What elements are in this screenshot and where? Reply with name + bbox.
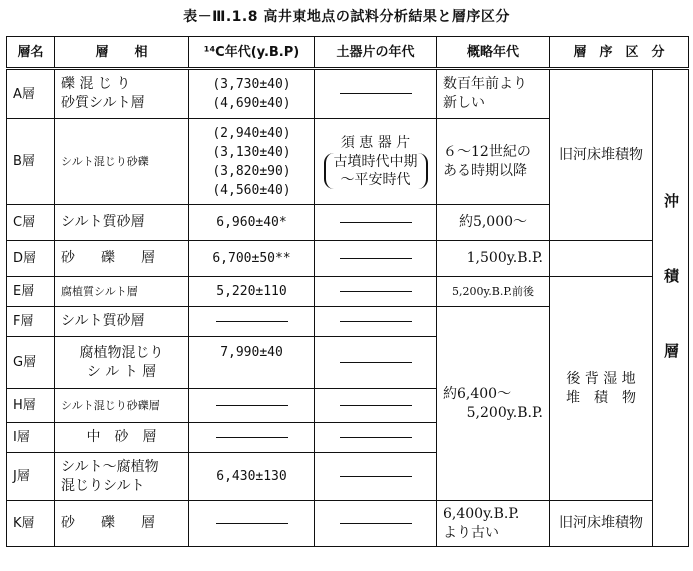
pottery-line: ～平安時代 <box>340 171 411 188</box>
layer-name: E層 <box>7 277 55 307</box>
layer-name: D層 <box>7 241 55 277</box>
c14-age: 7,990±40 <box>189 337 315 389</box>
layer-name: F層 <box>7 307 55 337</box>
pottery-age <box>315 389 437 423</box>
age-line: 数百年前より <box>443 76 527 92</box>
dash-line <box>340 291 412 292</box>
age-line: 6,400y.B.P. <box>443 505 520 522</box>
layer-phase: 砂 礫 層 <box>55 241 189 277</box>
c14-age: 5,220±110 <box>189 277 315 307</box>
approx-age: 約5,000～ <box>437 205 550 241</box>
sequence-line: 堆 積 物 <box>566 389 636 406</box>
c14-value: (2,940±40) <box>212 125 291 141</box>
header-pottery: 土器片の年代 <box>315 37 437 69</box>
layer-name: A層 <box>7 69 55 119</box>
layer-phase: シルト混じり砂礫 <box>55 119 189 205</box>
c14-age <box>189 307 315 337</box>
age-line: ある時期以降 <box>443 162 527 179</box>
layer-phase: 砂 礫 層 <box>55 501 189 547</box>
pottery-age <box>315 277 437 307</box>
pottery-bracket <box>324 153 428 189</box>
phase-line: 礫 混 じ り <box>61 76 131 92</box>
layer-name: B層 <box>7 119 55 205</box>
header-age: 概略年代 <box>437 37 550 69</box>
phase-line: 混じりシルト <box>61 477 145 494</box>
layer-name: I層 <box>7 423 55 453</box>
layer-phase <box>55 69 189 119</box>
sequence-line: 後 背 湿 地 <box>566 370 636 387</box>
table-row <box>7 277 689 307</box>
c14-age <box>189 119 315 205</box>
phase-line: シ ル ト 層 <box>86 363 157 380</box>
table-row <box>7 69 689 119</box>
layer-phase: シルト混じり砂礫層 <box>55 389 189 423</box>
layer-name: J層 <box>7 453 55 501</box>
layer-phase: シルト質砂層 <box>55 205 189 241</box>
layer-phase: 中 砂 層 <box>55 423 189 453</box>
layer-name: H層 <box>7 389 55 423</box>
dash-line <box>216 523 288 524</box>
dash-line <box>340 222 412 223</box>
age-line: 5,200y.B.P. <box>466 404 543 421</box>
layer-phase: シルト質砂層 <box>55 307 189 337</box>
age-line: ６～12世紀の <box>443 143 531 160</box>
age-line: 新しい <box>443 95 485 111</box>
pottery-age <box>315 337 437 389</box>
pottery-age <box>315 453 437 501</box>
sequence-k: 旧河床堆積物 <box>550 501 653 547</box>
dash-line <box>340 93 412 94</box>
layer-phase: 腐植質シルト層 <box>55 277 189 307</box>
pottery-age <box>315 501 437 547</box>
layer-name: G層 <box>7 337 55 389</box>
phase-line: 腐植物混じり <box>79 344 164 361</box>
dash-line <box>340 405 412 406</box>
pottery-age <box>315 423 437 453</box>
layer-name: K層 <box>7 501 55 547</box>
approx-age <box>437 69 550 119</box>
header-layer: 層名 <box>7 37 55 69</box>
c14-value: (3,130±40) <box>212 144 291 160</box>
header-phase: 層 相 <box>55 37 189 69</box>
c14-age <box>189 389 315 423</box>
pottery-line: 古墳時代中期 <box>333 153 418 170</box>
sequence-ac: 旧河床堆積物 <box>550 69 653 241</box>
dash-line <box>340 321 412 322</box>
c14-age <box>189 423 315 453</box>
approx-age: 5,200y.B.P.前後 <box>437 277 550 307</box>
pottery-age <box>315 241 437 277</box>
sequence-ej <box>550 277 653 501</box>
header-c14: ¹⁴C年代(y.B.P) <box>189 37 315 69</box>
pottery-age <box>315 205 437 241</box>
dash-line <box>340 476 412 477</box>
header-row <box>7 37 689 69</box>
c14-value: (4,690±40) <box>212 96 291 111</box>
pottery-line: 須 恵 器 片 <box>340 134 411 151</box>
dash-line <box>340 362 412 363</box>
layer-phase <box>55 337 189 389</box>
dash-line <box>216 321 288 322</box>
layer-phase <box>55 453 189 501</box>
phase-line: 砂質シルト層 <box>61 95 145 111</box>
stratigraphy-table <box>6 36 689 547</box>
age-line: より古い <box>443 524 499 541</box>
c14-value: (4,560±40) <box>212 182 291 198</box>
pottery-age <box>315 69 437 119</box>
approx-age <box>437 501 550 547</box>
dash-line <box>216 405 288 406</box>
dash-line <box>340 437 412 438</box>
c14-age <box>189 69 315 119</box>
table-row <box>7 501 689 547</box>
approx-age: 1,500y.B.P. <box>437 241 550 277</box>
c14-age: 6,960±40* <box>189 205 315 241</box>
approx-age <box>437 119 550 205</box>
pottery-age <box>315 119 437 205</box>
sequence-d <box>550 241 653 277</box>
zone-label: 沖積層 <box>662 192 680 418</box>
c14-age: 6,700±50** <box>189 241 315 277</box>
age-line: 約6,400～ <box>443 385 512 402</box>
zone-alluvium <box>653 69 689 547</box>
c14-age: 6,430±130 <box>189 453 315 501</box>
c14-value: (3,820±90) <box>212 163 291 179</box>
dash-line <box>340 258 412 259</box>
phase-line: シルト～腐植物 <box>61 458 159 475</box>
c14-age <box>189 501 315 547</box>
table-title: 表－Ⅲ.1.8 高井東地点の試料分析結果と層序区分 <box>183 9 510 25</box>
c14-value: (3,730±40) <box>212 77 291 92</box>
layer-name: C層 <box>7 205 55 241</box>
table-row <box>7 241 689 277</box>
dash-line <box>340 523 412 524</box>
approx-age <box>437 307 550 501</box>
header-sequence: 層 序 区 分 <box>550 37 689 69</box>
pottery-age <box>315 307 437 337</box>
dash-line <box>216 437 288 438</box>
